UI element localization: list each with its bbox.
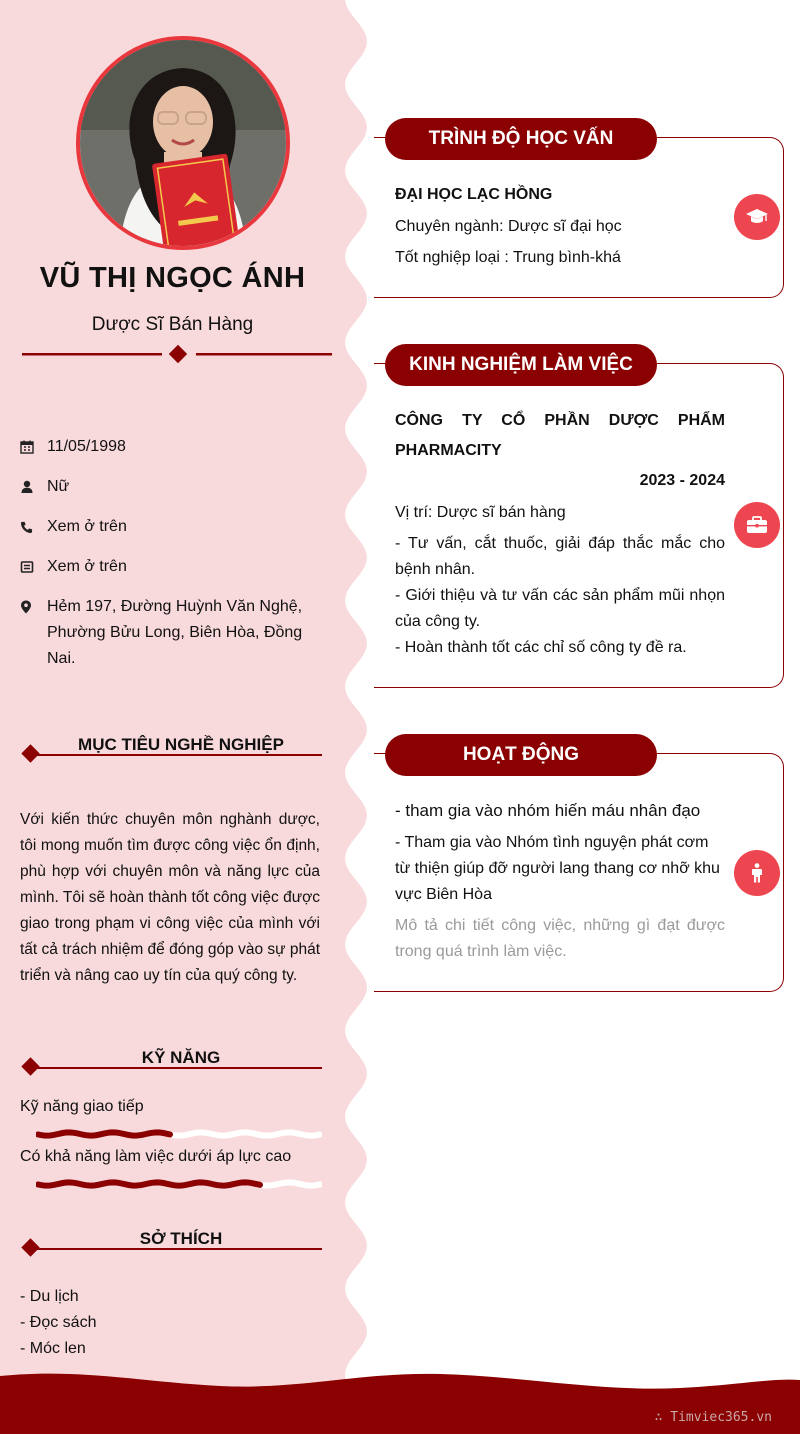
phone-icon [20, 514, 47, 540]
skills-heading: KỸ NĂNG [20, 1054, 322, 1080]
education-school: ĐẠI HỌC LẠC HỒNG [395, 186, 553, 203]
experience-duty: - Hoàn thành tốt các chỉ số công ty đề ra. [395, 639, 687, 656]
activities-heading: HOẠT ĐỘNG [385, 734, 657, 776]
skill-level-bar [36, 1177, 322, 1191]
diamond-icon [21, 1057, 39, 1075]
education-major: Chuyên ngành: Dược sĩ đại học [395, 218, 622, 235]
calendar-icon [20, 434, 47, 460]
experience-duty: - Tư vấn, cắt thuốc, giải đáp thắc mắc cho bệnh nhân. [395, 535, 725, 578]
hobby-item: - Du lịch [20, 1288, 79, 1305]
avatar [76, 36, 290, 250]
contact-phone: Xem ở trên [20, 514, 320, 540]
graduation-cap-icon [734, 194, 780, 240]
skill-level-bar [36, 1127, 322, 1141]
skill-bar-fill [38, 1182, 260, 1185]
hobbies-heading: SỞ THÍCH [20, 1235, 322, 1261]
title-divider [22, 344, 332, 364]
experience-heading: KINH NGHIỆM LÀM VIỆC [385, 344, 657, 386]
skill-label: Có khả năng làm việc dưới áp lực cao [20, 1148, 292, 1165]
briefcase-icon [734, 502, 780, 548]
user-icon [20, 474, 47, 500]
job-title: Dược Sĩ Bán Hàng [91, 314, 254, 335]
activity-placeholder: Mô tả chi tiết công việc, những gì đạt được trong quá trình làm việc. [395, 917, 725, 960]
experience-company: CÔNG TY CỔ PHẦN DƯỢC PHẨM PHARMACITY [395, 412, 725, 459]
candidate-name: VŨ THỊ NGỌC ÁNH [39, 262, 306, 294]
portrait-photo [80, 40, 286, 246]
hobby-item: - Đọc sách [20, 1314, 97, 1331]
diamond-icon [21, 1238, 39, 1256]
experience-period: 2023 - 2024 [639, 472, 725, 489]
education-grade: Tốt nghiệp loại : Trung bình-khá [395, 249, 621, 266]
experience-duty: - Giới thiệu và tư vấn các sản phẩm mũi nhọn của công ty. [395, 587, 725, 630]
experience-position: Vị trí: Dược sĩ bán hàng [395, 504, 566, 521]
person-icon [734, 850, 780, 896]
objective-text: Với kiến thức chuyên môn nghành dược, tôi mong muốn tìm được công việc ổn định, phù hợp với chuyên môn và năng lực của mình. Tôi sẽ hoàn thành tốt công việc được giao trong phạm vi công việc của mình với tất cả trách nhiệm để đóng góp vào sự phát triển và nâng cao uy tín của quý công ty. [20, 811, 320, 984]
hobby-item: - Móc len [20, 1340, 86, 1357]
contact-email: Xem ở trên [20, 554, 320, 580]
skill-label: Kỹ năng giao tiếp [20, 1098, 144, 1115]
contact-birthdate: 11/05/1998 [20, 434, 320, 460]
activity-item: - tham gia vào nhóm hiến máu nhân đạo [395, 801, 701, 820]
diamond-icon [21, 744, 39, 762]
email-icon [20, 554, 47, 580]
objective-heading: MỤC TIÊU NGHỀ NGHIỆP [20, 741, 322, 767]
watermark: ∴ Timviec365.vn [654, 1410, 772, 1425]
activity-item: - Tham gia vào Nhóm tình nguyện phát cơm từ thiện giúp đỡ người lang thang cơ nhỡ khu vực Biên Hòa [395, 834, 720, 903]
skill-bar-fill [38, 1132, 170, 1135]
contact-address: Hẻm 197, Đường Huỳnh Văn Nghệ, Phường Bửu Long, Biên Hòa, Đồng Nai. [20, 594, 320, 672]
location-icon [20, 594, 47, 620]
education-heading: TRÌNH ĐỘ HỌC VẤN [385, 118, 657, 160]
contact-gender: Nữ [20, 474, 320, 500]
